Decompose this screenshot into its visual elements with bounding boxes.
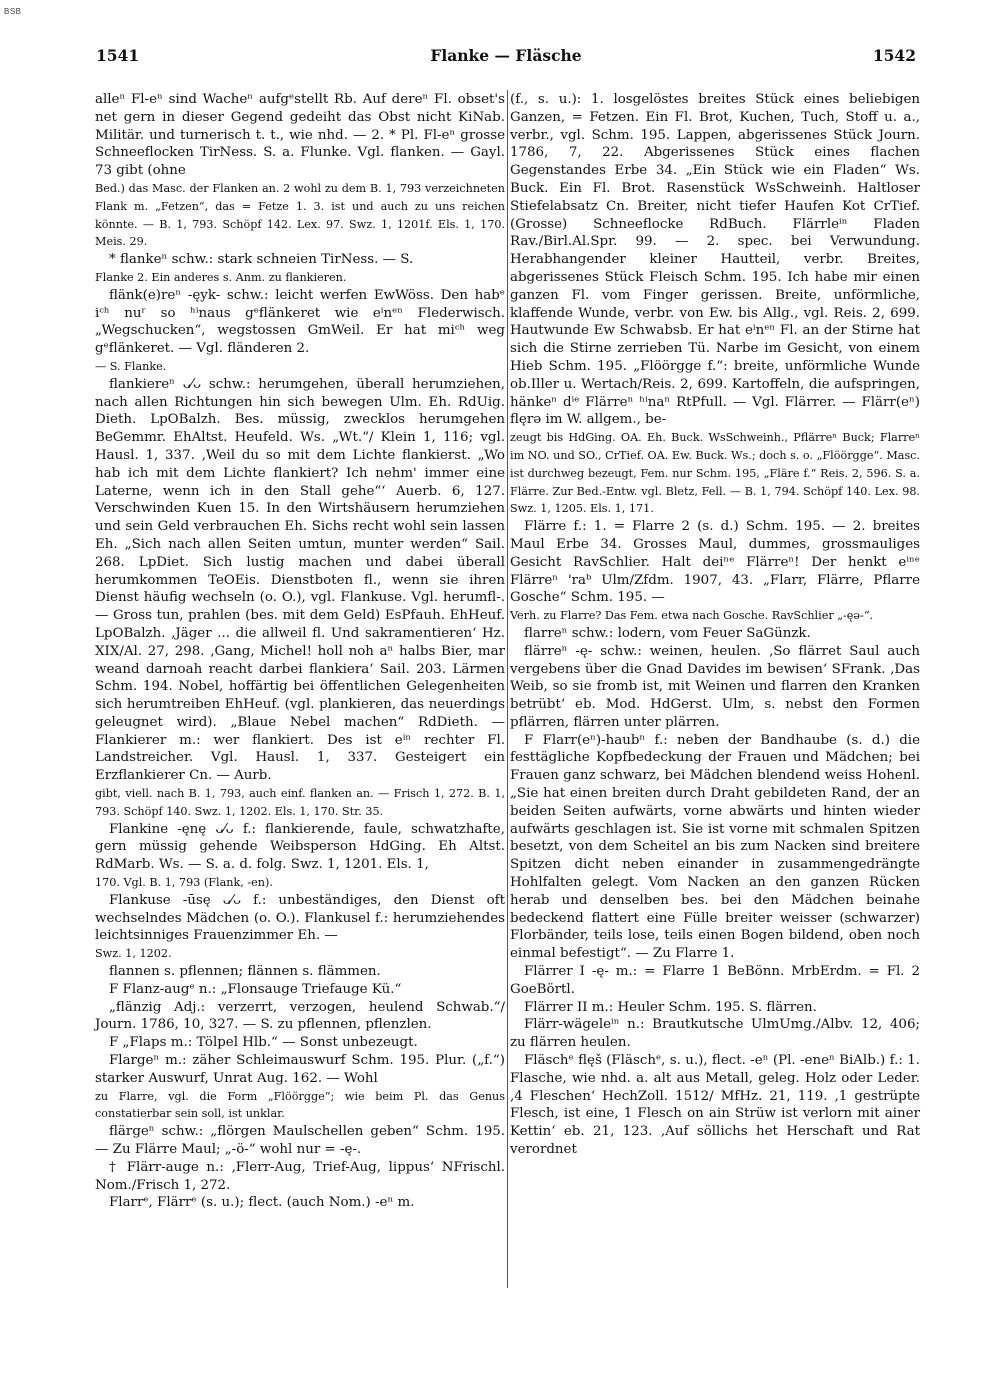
page-number-left: 1541 bbox=[96, 46, 140, 65]
dictionary-entry: flankiereⁿ ᴗ⁄ᴗ schw.: herumgehen, überall herumziehen, nach allen Richtungen hin sich bewegen Ulm. Eh. RdUig. Dieth. LpOBalzh. Bes. müssig, zwecklos herumgehen BeGemmr. EhAltst. Heufeld. Ws. „Wt.“/ Klein 1, 116; vgl. Hausl. 1, 337. ‚Weil du so mit dem Lichte flankierst. „Wo hab ich mit dem Lichte flankiert? Ich nehm' immer eine Laterne, wenn ich in den Stall gehe“‘ Auerb. 6, 127. Verschwinden Kuen 15. In den Wirtshäusern herumziehen und sein Geld verbrauchen Eh. Sichs recht wohl sein lassen Eh. „Sich nach allen Seiten umtun, munter werden“ Sail. 268. LpDiet. Sich lustig machen und dabei überall herumkommen TeOEis. Dienstboten fl., wenn sie ihren Dienst häufig wechseln (o. O.), vgl. Flankuse. Vgl. herumfl-. — Gross tun, prahlen (bes. mit dem Geld) EsPfauh. EhHeuf. LpOBalzh. ‚Jäger ... die allweil fl. Und sakramentieren‘ Hz. XIX/Al. 27, 298. ‚Gang, Michel! holl noh aⁿ halbs Bier, mar weand darnoah reacht darbei flankiera‘ Sail. 203. Lärmen Schm. 194. Nobel, hoffärtig bei öffentlichen Gelegenheiten sich herumtreiben EhHeuf. (vgl. plankieren, das neuerdings geleugnet wird). „Blaue Nebel machen“ RdDieth. — Flankierer m.: wer flankiert. Des ist eⁱⁿ rechter Fl. Landstreicher. Vgl. Hausl. 1, 337. Gesteigert ein Erzflankierer Cn. — Aurb. bbox=[95, 376, 505, 784]
dictionary-entry: flärgeⁿ schw.: „flörgen Maulschellen geben“ Schm. 195. — Zu Flärre Maul; „-ö-“ wohl nur = -ę-. bbox=[95, 1124, 505, 1158]
left-column bbox=[95, 91, 505, 1212]
dictionary-entry: Fläschᵉ flęš (Fläschᵉ, s. u.), flect. -eⁿ (Pl. -eneⁿ BiAlb.) f.: 1. Flasche, wie nhd. a. alt aus Metall, geleg. Holz oder Leder. ‚4 Fleschen‘ HechZoll. 1512/ MfHz. 21, 119. ‚1 gestrüpte Flesch, ist eine, 1 Flesch on ain Strüw ist verlorn mit ainer Kettin‘ eb. 21, 123. ‚Auf söllichs het Herschaft und Rat verordnet bbox=[510, 1053, 920, 1158]
dictionary-entry: flannen s. pflennen; flännen s. flämmen. bbox=[109, 964, 381, 980]
dictionary-entry: Flarrᵉ, Flärrᵉ (s. u.); flect. (auch Nom.) -eⁿ m. bbox=[109, 1195, 415, 1211]
right-column bbox=[510, 91, 920, 1159]
dictionary-entry: F „Flaps m.: Tölpel Hlb.“ — Sonst unbezeugt. bbox=[109, 1035, 418, 1051]
dictionary-entry: alleⁿ Fl-eⁿ sind Wacheⁿ aufgᵉstellt Rb. Auf dereⁿ Fl. obset's net gern in dieser Gegend gedeiht das Obst nicht KiNab. Militär. und turnerisch t. t., wie nhd. — 2. * Pl. Fl-eⁿ grosse Schneeflocken TirNess. S. a. Flunke. Vgl. flanken. — Gayl. 73 gibt (ohne bbox=[95, 92, 505, 179]
library-mark: BSB bbox=[4, 7, 22, 16]
dictionary-entry: „flänzig Adj.: verzerrt, verzogen, heulend Schwab.“/ Journ. 1786, 10, 327. — S. zu pflennen, pflenzlen. bbox=[95, 999, 505, 1033]
dictionary-note: Swz. 1, 1202. bbox=[95, 947, 172, 961]
dictionary-entry: flarreⁿ schw.: lodern, vom Feuer SaGünzk. bbox=[524, 625, 811, 641]
dictionary-entry: flänk(e)reⁿ -ęyk- schw.: leicht werfen EwWöss. Den habᵉ iᶜʰ nuʳ so ʰⁱnaus gᵉflänkeret wie eⁱnᵉⁿ Flederwisch. „Wegschucken“, wegstossen GmWeil. Er hat miᶜʰ weg gᵉflänkeret. — Vgl. fländeren 2. bbox=[95, 287, 505, 357]
dictionary-note: Bed.) das Masc. der Flanken an. 2 wohl zu dem B. 1, 793 verzeichneten Flank m. „Fetzen“, das = Fetze 1. 3. ist und auch zu uns reichen könnte. — B. 1, 793. Schöpf 142. Lex. 97. Swz. 1, 1201f. Els. 1, 170. Meis. 29. bbox=[95, 181, 505, 249]
dictionary-entry: Flärrer II m.: Heuler Schm. 195. S. flärren. bbox=[524, 999, 817, 1015]
dictionary-entry: * flankeⁿ schw.: stark schneien TirNess. — S. bbox=[109, 252, 414, 268]
dictionary-note: — S. Flanke. bbox=[95, 359, 167, 373]
dictionary-entry: (f., s. u.): 1. losgelöstes breites Stück eines beliebigen Ganzen, = Fetzen. Ein Fl. Brot, Kuchen, Tuch, Stoff u. a., verbr., vgl. Schm. 195. Lappen, abgerissenes Stück Journ. 1786, 7, 22. Abgerissenes Stück eines flachen Gegenstandes Erbe 34. „Ein Stück wie ein Fladen“ Ws. Buck. Ein Fl. Brot. Rasenstück WsSchweinh. Haltloser Stiefelabsatz Cn. Breiter, nicht tiefer Haufen Kot CrTief. (Grosse) Schneeflocke RdBuch. Flärrleⁱⁿ Fladen Rav./Birl.Al.Spr. 99. — 2. spec. bei Verwundung. Herabhangender kleiner Hautteil, verbr. Breites, abgerissenes Stück Fleisch Schm. 195. Ich habe mir einen ganzen Fl. vom Finger gerissen. Breite, unförmliche, klaffende Wunde, verbr. von Ew. bis Allg., vgl. Reis. 2, 699. Hautwunde Ew Schwabsb. Er hat eⁱnᵉⁿ Fl. an der Stirne hat sich die Stirne zerrieben Tü. Narbe im Gesicht, von einem Hieb Schm. 195. „Flöörgge f.“: breite, unförmliche Wunde ob.Iller u. Wertach/Reis. 2, 699. Kartoffeln, die aufspringen, hänkeⁿ dⁱᵉ Flärreⁿ ʰⁱnaⁿ RtPfull. — Vgl. Flärrer. — Flärr(eⁿ) flęrə im W. allgem., be- bbox=[510, 92, 920, 428]
dictionary-note: Verh. zu Flarre? Das Fem. etwa nach Gosche. RavSchlier „-ęə-“. bbox=[510, 609, 874, 623]
page-number-right: 1542 bbox=[872, 46, 916, 65]
dictionary-entry: flärreⁿ -ę- schw.: weinen, heulen. ‚So flärret Saul auch vergebens über die Gnad Davides im bewisen‘ SFrank. ‚Das Weib, so sie fromb ist, mit Weinen und flarren den Kranken betrübt‘ eb. Mod. HdGerst. Ulm, s. nebst den Formen pflärren, flärren unter plärren. bbox=[510, 643, 920, 730]
dictionary-entry: Flärrer I -ę- m.: = Flarre 1 BeBönn. MrbErdm. = Fl. 2 GoeBörtl. bbox=[510, 964, 920, 997]
dictionary-entry: F Flanz-augᵉ n.: „Flonsauge Triefauge Kü.“ bbox=[109, 981, 402, 997]
dictionary-note: zeugt bis HdGing. OA. Eh. Buck. WsSchweinh., Pflärreⁿ Buck; Flarreⁿ im NO. und SO., CrTief. OA. Ew. Buck. Ws.; doch s. o. „Flöörgge“. Masc. ist durchweg bezeugt, Fem. nur Schm. 195, „Fläre f.“ Reis. 2, 596. S. a. Flärre. Zur Bed.-Entw. vgl. Bletz, Fell. — B. 1, 794. Schöpf 140. Lex. 98. Swz. 1, 1205. Els. 1, 171. bbox=[510, 431, 921, 516]
dictionary-entry: Flankuse -ūsę ᴗ⁄ᴗ f.: unbeständiges, den Dienst oft wechselndes Mädchen (o. O.). Flankusel f.: herumziehendes leichtsinniges Frauenzimmer Eh. — bbox=[95, 892, 505, 944]
dictionary-note: zu Flarre, vgl. die Form „Flöörgge“; wie beim Pl. das Genus constatierbar sein soll, ist unklar. bbox=[95, 1089, 505, 1121]
dictionary-note: Flanke 2. Ein anderes s. Anm. zu flankieren. bbox=[95, 270, 347, 284]
dictionary-entry: Flärre f.: 1. = Flarre 2 (s. d.) Schm. 195. — 2. breites Maul Erbe 34. Grosses Maul, dummes, grossmauliges Gesicht RavSchlier. Halt deiⁿᵉ Flärreⁿ! Der henkt eⁱⁿᵉ Flärreⁿ 'raᵇ Ulm/Zfdm. 1907, 43. „Flarr, Flärre, Pflarre Gosche“ Schm. 195. — bbox=[510, 519, 920, 606]
dictionary-note: 170. Vgl. B. 1, 793 (Flank, -en). bbox=[95, 876, 273, 890]
page-header bbox=[96, 46, 916, 70]
dictionary-entry: Flargeⁿ m.: zäher Schleimauswurf Schm. 195. Plur. („f.“) starker Auswurf, Unrat Aug. 162. — Wohl bbox=[95, 1053, 505, 1086]
dictionary-entry: † Flärr-auge n.: ‚Flerr-Aug, Trief-Aug, lippus‘ NFrischl. Nom./Frisch 1, 272. bbox=[95, 1159, 505, 1193]
dictionary-note: gibt, viell. nach B. 1, 793, auch einf. flanken an. — Frisch 1, 272. B. 1, 793. Schöpf 140. Swz. 1, 1202. Els. 1, 170. Str. 35. bbox=[95, 787, 505, 818]
column-divider bbox=[507, 90, 508, 1288]
dictionary-entry: Flärr-wägeleⁱⁿ n.: Brautkutsche UlmUmg./Albv. 12, 406; zu flärren heulen. bbox=[510, 1017, 920, 1051]
running-title: Flanke — Fläsche bbox=[430, 46, 582, 65]
dictionary-entry: Flankine -ęnę ᴗ⁄ᴗ f.: flankierende, faule, schwatzhafte, gern müssig gehende Weibsperson HdGing. Eh Altst. RdMarb. Ws. — S. a. d. folg. Swz. 1, 1201. Els. 1, bbox=[95, 821, 505, 873]
dictionary-entry: F Flarr(eⁿ)-haubⁿ f.: neben der Bandhaube (s. d.) die festtägliche Kopfbedeckung der Frauen und Mädchen; bei Frauen ganz schwarz, bei Mädchen blendend weiss Hohenl. „Sie hat einen breiten durch Draht gebildeten Rand, der an beiden Seiten aufwärts, vorne abwärts und hinten wieder aufwärts geschlagen ist. Sie ist vorne mit schmalen Spitzen besetzt, von dem Scheitel an bis zum Nacken sind breitere Spitzen dicht neben einander in zusammengedrängte Hohlfalten gelegt. Vom Nacken an den ganzen Rücken herab und denselben bes. bei den Mädchen beinahe bedeckend flattert eine Fülle breiter weisser (schwarzer) Florbänder, teils lose, teils einen Bogen bildend, oben noch einmal befestigt“. — Zu Flarre 1. bbox=[510, 732, 920, 962]
